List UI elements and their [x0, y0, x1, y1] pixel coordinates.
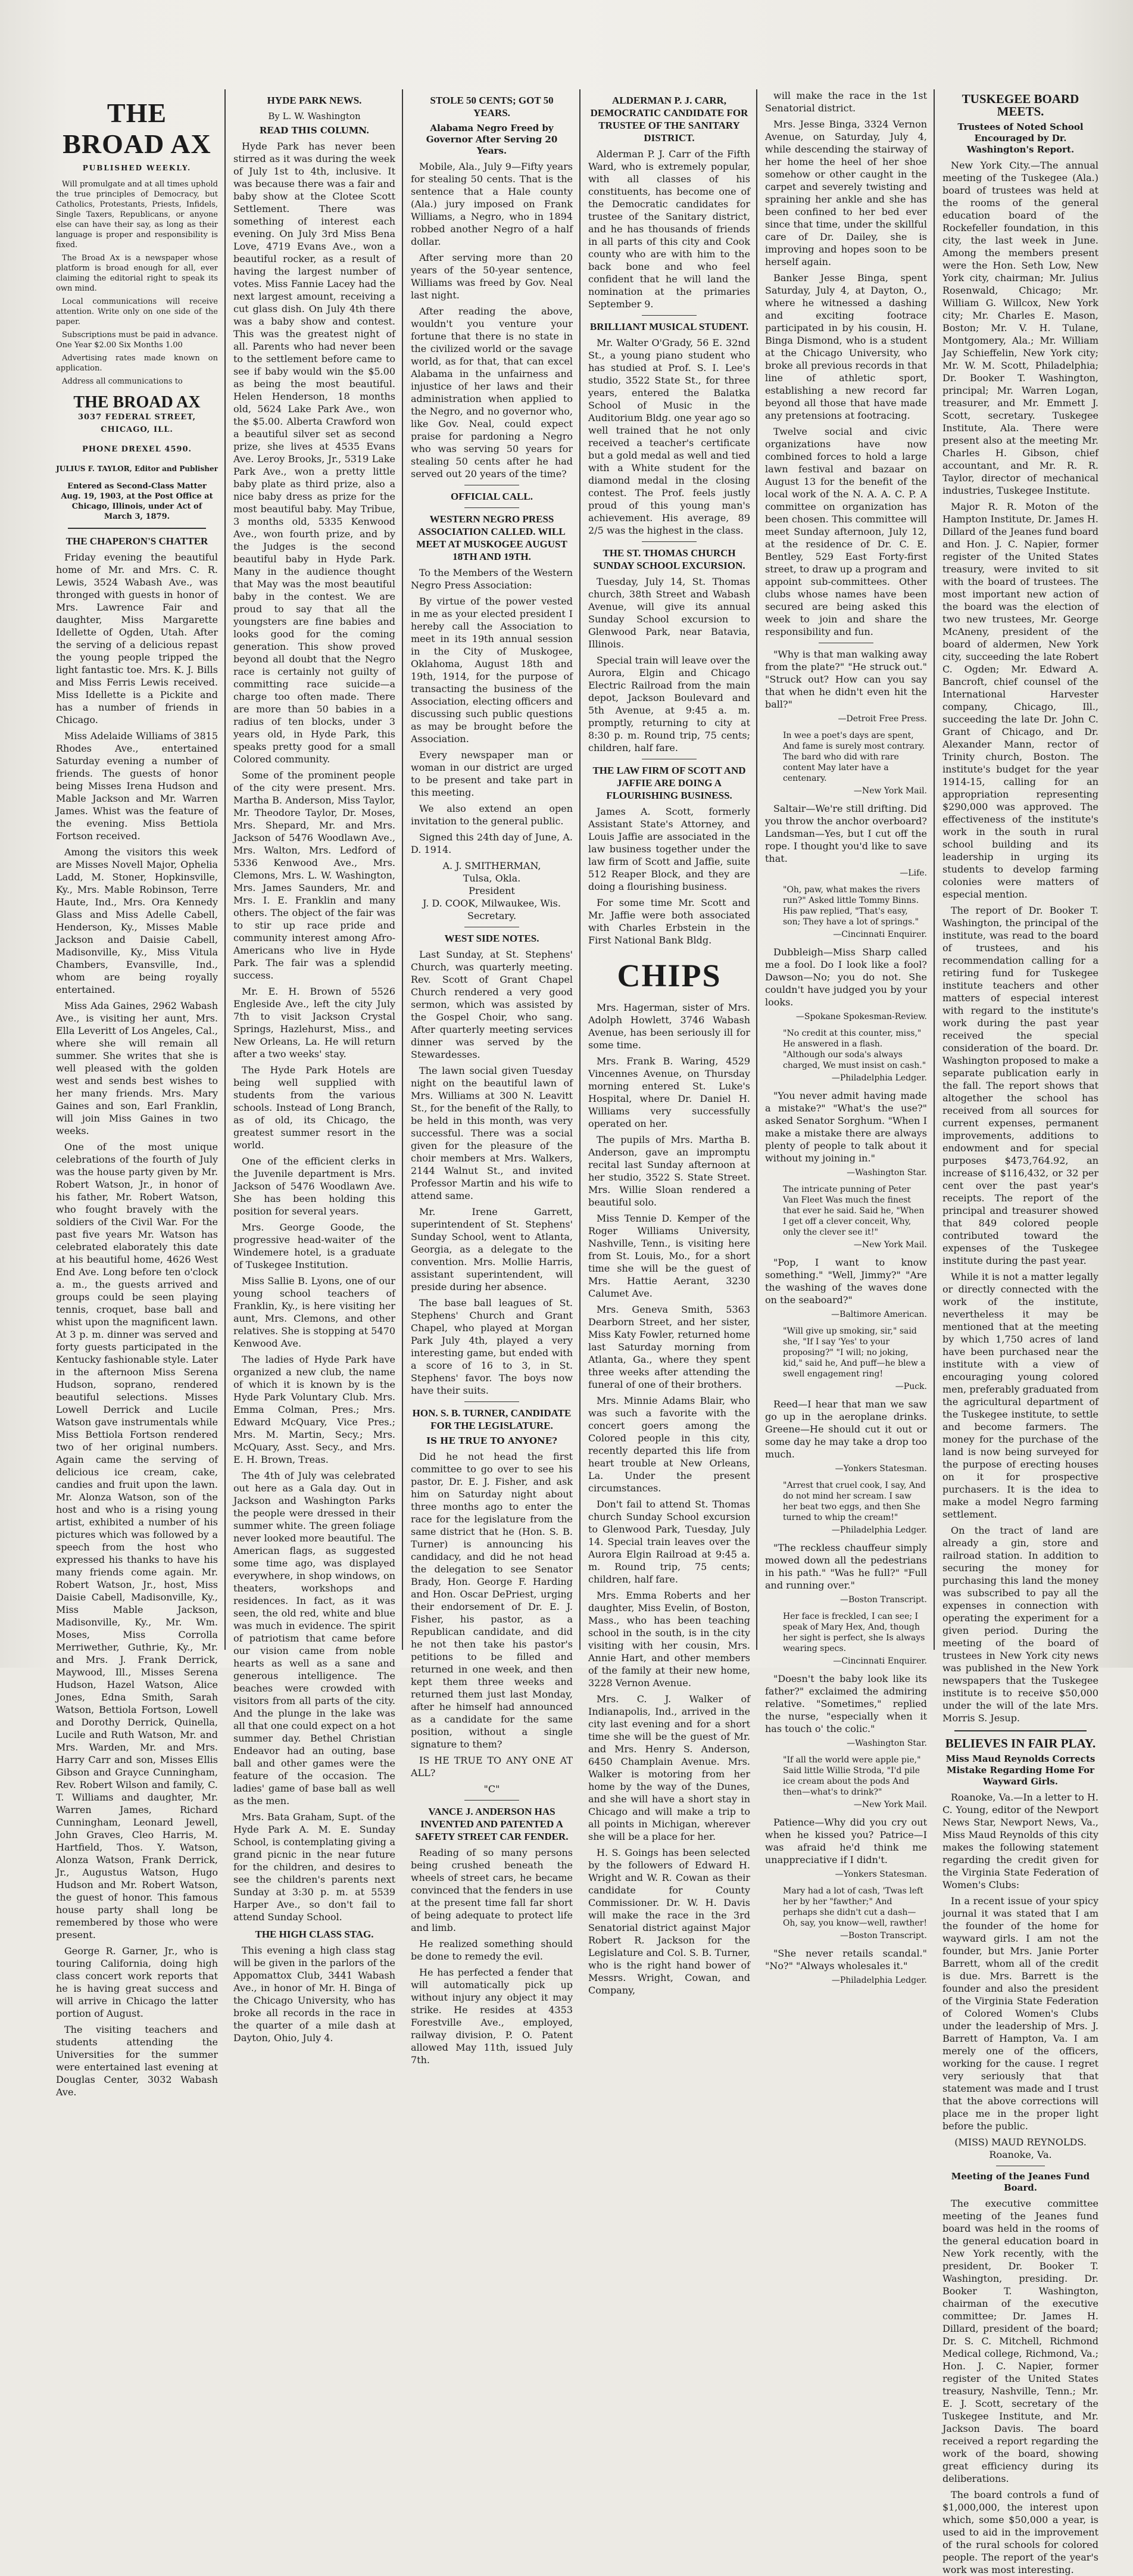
article-paragraph: Friday evening the beautiful home of Mr. and Mrs. C. R. Lewis, 3524 Wabash Ave., was thronged with guests in honor of Mrs. Lawrence Fair and daughter, Miss Margarette Idellette of Ogden, Utah. After the serving of a delicious repast the young people tripped the light fantastic toe. Mrs. K. J. Bills and Miss Ferris Lewis received. Miss Idellette is a Pickite and has a number of friends in Chicago.: [56, 552, 218, 725]
verse: Her face is freckled, I can see; I speak of Mary Hex, And, though her sight is perfect, she Is always wearing specs.: [783, 1612, 925, 1653]
article-headline: WESTERN NEGRO PRESS ASSOCIATION CALLED. WILL MEET AT MUSKOGEE AUGUST 18TH AND 19TH.: [416, 513, 567, 562]
joke-attribution: —Yonkers Statesman.: [835, 1870, 927, 1879]
article-paragraph: Mrs. Geneva Smith, 5363 Dearborn Street, and her sister, Miss Katy Fowler, returned home last Saturday morning from Atlanta, Ga., where they spent three weeks after attending the funeral of one of their brothers.: [588, 1304, 750, 1390]
column-3: [411, 89, 573, 2066]
article-paragraph: Mrs. George Goode, the progressive head-waiter of the Windemere hotel, is a graduate of Tuskegee Institution.: [233, 1222, 395, 1270]
article-headline: THE LAW FIRM OF SCOTT AND JAFFIE ARE DOING A FLOURISHING BUSINESS.: [592, 765, 746, 801]
masthead-subscriptions: Subscriptions must be paid in advance. One Year $2.00 Six Months 1.00: [56, 331, 218, 350]
article-subhead: IS HE TRUE TO ANYONE?: [426, 1435, 557, 1446]
verse: "No credit at this counter, miss," He answered in a flash. "Although our soda's always charged, We must insist on cash.": [783, 1029, 926, 1070]
joke-attribution: —Puck.: [895, 1382, 927, 1391]
article-paragraph: Did he not head the first committee to go over to see his pastor, Dr. E. J. Fisher, and ask him on Saturday night about three months ago to enter the race for the legislature from the same district that he (Hon. S. B. Turner) is announcing his candidacy, and did he not head the delegation to see Senator Brady, Hon. George F. Harding and Hon. Oscar DePriest, urging their endorsement of Dr. E. J. Fisher, his pastor, as a Republican candidate, and did he not then take his pastor's petitions to be filled and returned in one week, and then kept them three weeks and returned them just last Monday, after he himself had announced as a candidate for the same position, without a single signature to them?: [411, 1451, 573, 1750]
article-paragraph: Mrs. Minnie Adams Blair, who was such a favorite with the concert goers among the Colored people in this city, recently departed this life from heart trouble at New Orleans, La. Under the present circumstances.: [588, 1395, 750, 1494]
article-paragraph: Mrs. Bata Graham, Supt. of the Hyde Park A. M. E. Sunday School, is contemplating giving a grand picnic in the near future for the children, and desires to see the children's parents next Sunday at 3:30 p. m. at 5539 Harper Ave., so don't fail to attend Sunday School.: [233, 1811, 395, 1923]
joke: "Pop, I want to know something." "Well, Jimmy?" "Are the washing of the waves done on the seaboard?": [765, 1257, 927, 1306]
divider: [642, 315, 697, 316]
article-paragraph: Signed this 24th day of June, A. D. 1914.: [411, 831, 573, 855]
masthead-communications: Local communications will receive attention. Write only on one side of the paper.: [56, 297, 218, 326]
verse: Mary had a lot of cash, 'Twas left her by her "fawther;" And perhaps she didn't cut a dash— Oh, say, you know—well, rawther!: [783, 1886, 927, 1928]
article-paragraph: While it is not a matter legally or directly connected with the work of the institute, nevertheless it may be mentioned that at the meeting by which 1,750 acres of land have been purchased near the institute with a view of encouraging young colored men, preferably graduated from the agricultural department of the Tuskegee institute, to settle and become farmers. The money for the purchase of the land is now being surveyed for the purpose of erecting houses on it for prospective purchasers. It is the idea to make a model Negro farming settlement.: [942, 1271, 1098, 1520]
verse: In wee a poet's days are spent, And fame is surely most contrary. The bard who did with rare content May later have a centenary.: [783, 731, 925, 783]
article-paragraph: Alderman P. J. Carr of the Fifth Ward, who is extremely popular, with all classes of his constituents, has become one of the Democratic candidates for trustee of the Sanitary district, and he has thousands of friends in all parts of this city and Cook county who are with him to the back bone and who feel confident that he will land the nomination at the primaries September 9.: [588, 148, 750, 310]
article-paragraph: will make the race in the 1st Senatorial district.: [765, 90, 927, 114]
article-paragraph: This evening a high class stag will be given in the parlors of the Appomattox Club, 3441 Wabash Ave., in honor of Mr. H. Binga of the Chicago University, who has broke all records in the race in the quarter of a mile dash at Dayton, Ohio, July 4.: [233, 1945, 395, 2044]
joke: "She never retails scandal." "No?" "Always wholesales it.": [765, 1948, 927, 1971]
divider: [68, 528, 206, 529]
divider: [642, 541, 697, 542]
divider: [464, 507, 519, 508]
article-paragraph: For some time Mr. Scott and Mr. Jaffie were both associated with Charles Erbstein in the First National Bank Bldg.: [588, 897, 750, 946]
article-paragraph: Banker Jesse Binga, spent Saturday, July 4, at Dayton, O., where he witnessed a dashing and exciting footrace participated in by his cousin, H. Binga Dismond, who is a student at the Chicago University, who broke all previous records in that line of athletic sport, establishing a new record far beyond all those that have made any pretensions at footracing.: [765, 272, 927, 421]
article-headline: OFFICIAL CALL.: [451, 491, 533, 502]
signature-line: Roanoke, Va.: [989, 2149, 1052, 2160]
joke-attribution: —Life.: [900, 868, 927, 878]
article-paragraph: Mr. Walter O'Grady, 56 E. 32nd St., a young piano student who has studied at Prof. S. I. Lee's studio, 3522 State St., for three years, entered the Balatka School of Music in the Auditorium Bldg. one year ago so well trained that he not only received a teacher's certificate but a gold medal as well and tied with a White student for the diamond medal in the closing contest. The Prof. feels justly proud of this young man's achievement. His average, 89 2/5 was the highest in the class.: [588, 337, 750, 536]
article-paragraph: After serving more than 20 years of the 50-year sentence, Williams was freed by Gov. Neal last night.: [411, 252, 573, 301]
article-headline: TUSKEGEE BOARD MEETS.: [962, 92, 1079, 119]
divider: [464, 1800, 519, 1801]
article-paragraph: Miss Ada Gaines, 2962 Wabash Ave., is visiting her aunt, Mrs. Ella Leveritt of Los Angeles, Cal., where she will remain all summer. She writes that she is well pleased with the golden west and sends best wishes to her many friends. Mrs. Mary Gaines and son, Earl Franklin, will join Miss Gaines in two weeks.: [56, 1000, 218, 1136]
article-paragraph: The ladies of Hyde Park have organized a new club, the name of which it is known by is the Hyde Park Voluntary Club. Mrs. Emma Colman, Pres.; Mrs. Edward McQuary, Vice Pres.; Mrs. M. Martin, Secy.; Mrs. McQuary, Asst. Secy., and Mrs. E. H. Brown, Treas.: [233, 1354, 395, 1465]
joke-attribution: —Philadelphia Ledger.: [831, 1073, 927, 1083]
masthead-advertising: Advertising rates made known on application.: [56, 354, 218, 373]
column-rule: [402, 89, 403, 1650]
column-4: [588, 89, 750, 1996]
divider: [464, 1401, 519, 1402]
article-paragraph: Mr. E. H. Brown of 5526 Engleside Ave., left the city July 7th to visit Jackson Crystal Springs, Hazlehurst, Miss., and New Orleans, La. He will return after a two weeks' stay.: [233, 986, 395, 1060]
article-subhead: Meeting of the Jeanes Fund Board.: [951, 2171, 1090, 2193]
article-paragraph: Hyde Park has never been stirred as it was during the week of July 1st to 4th, inclusive. It was because there was a fair and baby show at the Clotee Scott Settlement. There was something of interest each evening. On July 3rd Miss Bena Love, 4719 Evans Ave., won a beautiful rocker, as a result of having the largest number of votes. Miss Fannie Lacey had the next largest amount, receiving a cut glass dish. On July 4th there was a baby show and contest. This was the greatest night of all. Parents who had never been to the settlement before came to see if baby would win the $5.00 as being the most beautiful. Helen Henderson, 18 months old, 5624 Lake Park Ave., won the $5.00. Alberta Crawford won a beautiful silver set as second prize, she lives at 4535 Evans Ave. Leroy Brooks, Jr., 5319 Lake Park Ave., won a pretty little baby plate as third prize, also a nice baby dress as prize for the most beautiful baby. May Tribue, 3 months old, 5335 Kenwood Ave., won fourth prize, and by the Judges is the second beautiful baby in Hyde Park. Many in the audience thought that May was the most beautiful baby in the contest. We are proud to say that all the youngsters are fine babies and looks good for the coming generation. This show proved beyond all doubt that the Negro race is certainly not guilty of committing race suicide—a charge too often made. There are more than 50 babies in a radius of ten blocks, under 3 years old, in Hyde Park, this speaks pretty good for a small Colored community.: [233, 141, 395, 765]
article-paragraph: One of the most unique celebrations of the fourth of July was the house party given by Mr. Robert Watson, Jr., in honor of his father, Mr. Robert Watson, who fought bravely with the soldiers of the Civil War. For the past five years Mr. Watson has celebrated elaborately this date at his beautiful home, 4626 West End Ave. Long before ten o'clock a. m., the guests arrived and groups could be seen playing tennis, croquet, base ball and whist upon the magnificent lawn. At 3 p. m. dinner was served and forty guests participated in the Kentucky fashionable style. Later in the afternoon Miss Serena Hudson, soprano, rendered beautiful selections. Misses Lowell Derrick and Lucile Watson gave instrumentals while Miss Bettiola Fortson rendered two of her original numbers. Again came the serving of delicious ice cream, cake, candies and fruit upon the lawn. Mr. Alonza Watson, son of the host and who is a rising young artist, exhibited a number of his pictures which was followed by a speech from the host who expressed his thanks to have his many friends come again. Mr. Robert Watson, Jr., host, Miss Daisie Cabell, Madisonville, Ky., Miss Mable Jackson, Madisonville, Ky., Mr. Wm. Moses, Miss Corrolla Merriwether, Guthrie, Ky., Mr. and Mrs. J. Frank Derrick, Maywood, Ill., Misses Serena Hudson, Hazel Watson, Alice Jones, Edna Smith, Sarah Watson, Bettiola Fortson, Lowell and Dorothy Derrick, Quinella, Lucile and Ruth Watson, Mr. and Mrs. Warden, Mr. and Mrs. Harry Carr and son, Misses Ellis Gibson and Grayce Cunningham, Rev. Robert Wilson and family, C. T. Williams and daughter, Mr. Warren James, Richard Cunningham, Leonard Jewell, John Graves, Cleo Harris, M. Hartfield, Thos. Y. Watson, Alonza Watson, Frank Derrick, Jr., Augustus Watson, Hugo Hudson and Mr. Robert Watson, the guest of honor. This famous house party shall long be remembered by those who were present.: [56, 1141, 218, 1940]
article-paragraph: Tuesday, July 14, St. Thomas church, 38th Street and Wabash Avenue, will give its annual Sunday School excursion to Glenwood Park, near Batavia, Illinois.: [588, 576, 750, 650]
masthead-title: THE BROAD AX: [63, 98, 211, 159]
article-paragraph: The 4th of July was celebrated out here as a Gala day. Out in Jackson and Washington Parks the people were dressed in their summer white. The green foliage never looked more beautiful. The American flags, as suggested some time ago, was displayed everywhere, in shop windows, on theaters, workshops and residences. In fact, as it was seen, the old red, white and blue was much in evidence. The spirit of patriotism that came before our vision came from noble hearts as well as a sane and generous intelligence. The beaches were crowded with visitors from all parts of the city. And the plunge in the lake was all that one could expect on a hot summer day. Bethel Christian Endeavor had an outing, base ball and other games were the feature of the occasion. The ladies' game of base ball as well as the men.: [233, 1470, 395, 1806]
column-1: [56, 89, 218, 2098]
joke-attribution: —Yonkers Statesman.: [835, 1464, 927, 1474]
signature-line: Secretary.: [467, 910, 517, 921]
article-paragraph: Every newspaper man or woman in our district are urged to be present and take part in this meeting.: [411, 749, 573, 798]
joke-attribution: —New York Mail.: [853, 1800, 927, 1809]
article-headline: ALDERMAN P. J. CARR, DEMOCRATIC CANDIDATE FOR TRUSTEE OF THE SANITARY DISTRICT.: [590, 95, 748, 144]
article-paragraph: Some of the prominent people of the city were present. Mrs. Martha B. Anderson, Miss Taylor, Mr. Theodore Taylor, Dr. Moses, Mrs. Shepard, Mr. and Mrs. Jackson of 5476 Woodlawn Ave., Mrs. Walton, Mrs. Ledford of 5336 Kenwood Ave., Mrs. Clemons, Mrs. L. W. Washington, Mrs. James Saunders, Mr. and Mrs. I. E. Franklin and many others. The object of the fair was to stir up race pride and community interest among Afro-Americans who live in Hyde Park. The fair was a splendid success.: [233, 770, 395, 981]
article-paragraph: H. S. Goings has been selected by the followers of Edward H. Wright and W. R. Cowan as their candidate for County Commissioner. Dr. W. H. Davis will make the race in the 3rd Senatorial district against Major Robert R. Jackson for the Legislature and Col. S. B. Turner, who is the right hand bower of Messrs. Wright, Cowan, and Company,: [588, 1847, 750, 1996]
article-paragraph: The report of Dr. Booker T. Washington, the principal of the institute, was read to the board of trustees, and his recommendation calling for a retiring fund for Tuskegee institute teachers and other matters of especial interest with regard to the institute's work during the past year received the special consideration of the board. Dr. Washington proposed to make a separate publication early in the fall. The report shows that altogether the school has received from all sources for current expenses, permanent improvements, additions to endowment and for special purposes $473,764.92, an increase of $116,432, or 32 per cent over the past year's receipts. The report of the principal and treasurer showed that 849 colored people contributed toward the expenses of the Tuskegee institute during the past year.: [942, 905, 1098, 1266]
article-paragraph: James A. Scott, formerly Assistant State's Attorney, and Louis Jaffie are associated in the law business together under the law firm of Scott and Jaffie, suite 512 Reaper Block, and they are doing a flourishing business.: [588, 806, 750, 892]
article-headline: VANCE J. ANDERSON HAS INVENTED AND PATENTED A SAFETY STREET CAR FENDER.: [415, 1806, 569, 1842]
signature-line: A. J. SMITHERMAN,: [442, 860, 541, 871]
column-rule: [579, 89, 580, 1650]
joke-attribution: —Cincinnati Enquirer.: [833, 1656, 927, 1666]
article-headline: BELIEVES IN FAIR PLAY.: [945, 1736, 1096, 1750]
article-headline: WEST SIDE NOTES.: [444, 933, 539, 944]
article-paragraph: Last Sunday, at St. Stephens' Church, was quarterly meeting. Rev. Scott of Grant Chapel Church rendered a very good sermon, which was assisted by the Gospel Choir, who sang. After quarterly meeting services dinner was served by the Stewardesses.: [411, 949, 573, 1060]
publisher-phone: PHONE DREXEL 4590.: [82, 445, 192, 454]
article-paragraph: One of the efficient clerks in the Juvenile department is Mrs. Jackson of 5476 Woodlawn Ave. She has been holding this position for several years.: [233, 1155, 395, 1217]
joke: Saltair—We're still drifting. Did you throw the anchor overboard? Landsman—Yes, but I cut off the rope. I thought you'd like to save that.: [765, 803, 927, 864]
joke-attribution: —Boston Transcript.: [839, 1595, 927, 1605]
joke-attribution: —Washington Star.: [847, 1168, 927, 1178]
signature-line: (MISS) MAUD REYNOLDS.: [954, 2136, 1087, 2148]
article-paragraph: Mrs. Jesse Binga, 3324 Vernon Avenue, on Saturday, July 4, while descending the stairway of her home the heel of her shoe somehow or other caught in the carpet and severely twisting and spraining her ankle and she has been confined to her bed ever since that time, under the skillful care of Dr. Dailey, she is improving and hopes soon to be herself again.: [765, 119, 927, 267]
article-paragraph: Mrs. Emma Roberts and her daughter, Miss Evelin, of Boston, Mass., who has been teaching school in the south, is in the city visiting with her cousin, Mrs. Annie Hart, and other members of the family at their new home, 3228 Vernon Avenue.: [588, 1590, 750, 1689]
article-paragraph: The executive committee meeting of the Jeanes fund board was held in the rooms of the general education board in New York recently, with the president, Dr. Booker T. Washington, presiding. Dr. Booker T. Washington, chairman of the executive committee; Dr. James H. Dillard, president of the board; Dr. S. C. Mitchell, Richmond Medical college, Richmond, Va.; Hon. J. C. Napier, former register of the United States treasury, Nashville, Tenn.; Mr. E. J. Scott, secretary of the Tuskegee Institute, and Mr. Jackson Davis. The board received a report regarding the work of the board, showing great efficiency during its deliberations.: [942, 2198, 1098, 2484]
signature-line: "C": [483, 1783, 500, 1795]
verse: "Oh, paw, what makes the rivers run?" Asked little Tommy Binns. His paw replied, "That's easy, son; They have a lot of springs.": [783, 885, 920, 927]
joke: "The reckless chauffeur simply mowed down all the pedestrians in his path." "Was he full?" "Full and running over.": [765, 1542, 927, 1591]
article-paragraph: The base ball leagues of St. Stephens' Church and Grant Chapel, who played at Morgan Park July 4th, played a very interesting game, but ended with a score of 16 to 3, in St. Stephens' favor. The boys now have their suits.: [411, 1297, 573, 1396]
article-paragraph: He has perfected a fender that will automatically pick up without injury any object it may strike. He resides at 4353 Forestville Ave., employed, railway division, P. O. Patent allowed May 11th, issued July 7th.: [411, 1967, 573, 2066]
article-paragraph: We also extend an open invitation to the general public.: [411, 803, 573, 827]
masthead-frequency: PUBLISHED WEEKLY.: [82, 164, 192, 172]
article-paragraph: Roanoke, Va.—In a letter to H. C. Young, editor of the Newport News Star, Newport News, Va., Miss Maud Reynolds of this city makes the following statement regarding the credit given for the Virginia State Federation of Women's Clubs:: [942, 1792, 1098, 1890]
article-paragraph: Mobile, Ala., July 9—Fifty years for stealing 50 cents. That is the sentence that a Hale county (Ala.) jury imposed on Frank Williams, a Negro, who in 1894 robbed another Negro of a half dollar.: [411, 161, 573, 247]
article-paragraph: By virtue of the power vested in me as your elected president I hereby call the Association to meet in its 19th annual session in the City of Muskogee, Oklahoma, August 18th and 19th, 1914, for the purpose of transacting the business of the Association, electing officers and discussing such public questions as may be brought before the Association.: [411, 596, 573, 745]
article-paragraph: On the tract of land are already a gin, store and railroad station. In addition to securing the money for purchasing this land the money was subscribed to pay all the expenses in connection with operating the experiment for a given period. During the meeting of the board of trustees in New York city news was published in the New York newspapers that the Tuskegee institute is to receive $50,000 under the will of the late Mrs. Morris S. Jesup.: [942, 1525, 1098, 1724]
column-2: [233, 89, 395, 2044]
verse: The intricate punning of Peter Van Fleet Was much the finest that ever he said. Said he, "When I get off a clever conceit, Why, only the clever see it!": [783, 1185, 925, 1237]
publisher-editor: JULIUS F. TAYLOR, Editor and Publisher: [56, 465, 218, 473]
joke-attribution: —Spokane Spokesman-Review.: [795, 1012, 927, 1021]
article-paragraph: He realized something should be done to remedy the evil.: [411, 1938, 573, 1962]
article-paragraph: Major R. R. Moton of the Hampton Institute, Dr. James H. Dillard of the Jeanes fund board and Hon. J. C. Napier, former register of the United States treasury, were invited to sit with the board of trustees. The most important new action of the board was the election of two new trustees, Mr. George McAneny, president of the board of aldermen, New York city, succeeding the late Robert C. Ogden; Mr. Edward A. Bancroft, chief counsel of the International Harvester company, Chicago, Ill., succeeding the late Dr. John C. Grant of Chicago, and Dr. Alexander Mann, rector of Trinity church, Boston. The institute's budget for the year 1914-15, calling for an appropriation representing $290,000 was approved. The effectiveness of the institute's work in the south in rural school building and its leadership in urging its students to develop farming colonies were matters of especial mention.: [942, 501, 1098, 900]
article-paragraph: Miss Tennie D. Kemper of the Roger Williams University, Nashville, Tenn., is visiting here from St. Louis, Mo., for a short time she will be the guest of Mrs. Hattie Aerant, 3230 Calumet Ave.: [588, 1213, 750, 1299]
column-6: [942, 89, 1098, 2575]
verse: "Arrest that cruel cook, I say, And do not mind her scream. I saw her beat two eggs, and then She turned to whip the cream!": [783, 1481, 926, 1522]
article-paragraph: The Hyde Park Hotels are being well supplied with students from the various schools. Instead of Long Branch, as of old, its Chicago, the greatest summer resort in the world.: [233, 1064, 395, 1151]
article-paragraph: Twelve social and civic organizations have now combined forces to hold a large lawn festival and bazaar on August 13 for the benefit of the local work of the N. A. A. C. P. A committee on organization has been chosen. This committee will meet Sunday afternoon, July 12, at the residence of Dr. C. E. Bentley, 529 East Forty-first street, to draw up a program and appoint sub-committees. Other clubs whose names have been secured are being asked this week to join and share the responsibility and fun.: [765, 426, 927, 637]
article-paragraph: George R. Garner, Jr., who is touring California, doing high class concert work reports that he is having great success and will arrive in Chicago the latter portion of August.: [56, 1945, 218, 2019]
joke-attribution: —Detroit Free Press.: [838, 714, 927, 724]
joke-attribution: —Cincinnati Enquirer.: [833, 930, 927, 939]
article-headline: HYDE PARK NEWS.: [267, 95, 362, 106]
article-headline: THE CHAPERON'S CHATTER: [65, 535, 208, 547]
signature-line: J. D. COOK, Milwaukee, Wis.: [423, 898, 561, 909]
article-paragraph: Mrs. Frank B. Waring, 4529 Vincennes Avenue, on Thursday morning entered St. Luke's Hospital, where Dr. Daniel H. Williams very successfully operated on her.: [588, 1055, 750, 1129]
article-paragraph: The lawn social given Tuesday night on the beautiful lawn of Mrs. Williams at 300 N. Leavitt St., for the benefit of the Rally, to be held in this month, was very successful. There was a social given for the pleasure of the choir members at Mrs. Walkers, 2144 Walnut St., and invited Professor Martin and his wife to attend same.: [411, 1065, 573, 1201]
article-paragraph: The visiting teachers and students attending the Universities for the summer were entertained last evening at Douglas Center, 3032 Wabash Ave.: [56, 2024, 218, 2098]
signature-line: Tulsa, Okla.: [463, 873, 521, 884]
chips-section-title: CHIPS: [617, 958, 722, 993]
article-paragraph: The pupils of Mrs. Martha B. Anderson, gave an impromptu recital last Sunday afternoon at her studio, 3522 S. State Street. Mrs. Willie Sloan rendered a beautiful solo.: [588, 1134, 750, 1208]
publisher-address: 3037 FEDERAL STREET, CHICAGO, ILL.: [77, 413, 196, 434]
article-paragraph: Don't fail to attend St. Thomas church Sunday School excursion to Glenwood Park, Tuesday, July 14. Special train leaves over the Aurora Elgin Railroad at 9:45 a. m. Round trip, 75 cents; children, half fare.: [588, 1499, 750, 1585]
article-paragraph: Mr. Irene Garrett, superintendent of St. Stephens' Sunday School, went to Atlanta, Georgia, as a delegate to the convention. Mrs. Mollie Harris, assistant superintendent, will preside during her absence.: [411, 1206, 573, 1292]
article-paragraph: IS HE TRUE TO ANY ONE AT ALL?: [411, 1755, 573, 1778]
article-subhead: READ THIS COLUMN.: [259, 125, 370, 136]
article-paragraph: In a recent issue of your spicy journal it was stated that I am the founder of the home for wayward girls. I am not the founder, but Mrs. Janie Porter Barrett, whom all of the credit is due. Mrs. Barrett is the founder and also the president of the Virginia State Federation of Colored Women's Clubs under the leadership of Mrs. J. Barrett of Hampton, Va. I am merely one of the officers, working for the cause. I regret very seriously that that statement was made and I trust that the above corrections will place me in the proper light before the public.: [942, 1895, 1098, 2132]
column-rule: [934, 89, 935, 1650]
masthead-notes: [56, 179, 218, 387]
joke: Patience—Why did you cry out when he kissed you? Patrice—I was afraid he'd think me unappreciative if I didn't.: [765, 1817, 927, 1865]
article-headline: THE HIGH CLASS STAG.: [255, 1929, 374, 1940]
article-subhead: Alabama Negro Freed by Governor After Serving 20 Years.: [426, 123, 558, 156]
joke-attribution: —New York Mail.: [853, 786, 927, 796]
joke: "Why is that man walking away from the plate?" "He struck out." "Struck out? How can you say that when he didn't even hit the ball?": [765, 649, 927, 710]
article-paragraph: Mrs. C. J. Walker of Indianapolis, Ind., arrived in the city last evening and for a short time she will be the guest of Mr. and Mrs. Henry S. Anderson, 6450 Champlain Avenue. Mrs. Walker is motoring from her home by the way of the Dunes, and she will have a short stay in Chicago and will make a trip to all points in Michigan, wherever she will be a place for her.: [588, 1693, 750, 1842]
entered-notice: Entered as Second-Class Matter Aug. 19, 1903, at the Post Office at Chicago, Illinois, under Act of March 3, 1879.: [61, 482, 213, 521]
article-paragraph: Among the visitors this week are Misses Novell Major, Ophelia Ladd, M. Stoner, Hopkinsville, Ky., Mrs. Mable Robinson, Terre Haute, Ind., Mrs. Ora Kennedy Glass and Miss Adelle Cabell, Henderson, Ky., Misses Mable Jackson and Daisie Cabell, Madisonville, Ky., Miss Vitula Chambers, Evansville, Ind., whom are being royally entertained.: [56, 846, 218, 995]
joke-attribution: —Philadelphia Ledger.: [831, 1976, 927, 1985]
article-paragraph: Special train will leave over the Aurora, Elgin and Chicago Electric Railroad from the main depot, Jackson Boulevard and 5th Avenue, at 9:45 a. m. promptly, returning to city at 8:30 p. m. Round trip, 75 cents; children, half fare.: [588, 655, 750, 753]
joke: "You never admit having made a mistake?" "What's the use?" asked Senator Sorghum. "When I make a mistake there are always plenty of people to talk about it without my joining in.": [765, 1090, 927, 1164]
article-headline: THE ST. THOMAS CHURCH SUNDAY SCHOOL EXCURSION.: [593, 547, 745, 571]
joke-attribution: —Boston Transcript.: [839, 1931, 927, 1940]
article-subhead: Trustees of Noted School Encouraged by Dr. Washington's Report.: [957, 122, 1084, 155]
article-subhead: Miss Maud Reynolds Corrects Mistake Regarding Home For Wayward Girls.: [945, 1753, 1095, 1787]
joke-attribution: —Philadelphia Ledger.: [831, 1525, 927, 1535]
column-rule: [756, 89, 757, 1650]
masthead-platform: The Broad Ax is a newspaper whose platform is broad enough for all, ever claiming the editorial right to speak its own mind.: [56, 254, 218, 293]
joke: Dubbleigh—Miss Sharp called me a fool. Do I look like a fool? Dawson—No; you do not. She couldn't have judged you by your looks.: [765, 946, 927, 1008]
divider: [954, 1730, 1087, 1731]
joke-attribution: —Baltimore American.: [831, 1310, 927, 1319]
joke-attribution: —New York Mail.: [853, 1240, 927, 1250]
article-paragraph: Mrs. Hagerman, sister of Mrs. Adolph Howlett, 3746 Wabash Avenue, has been seriously ill for some time.: [588, 1002, 750, 1051]
publisher-name: THE BROAD AX: [73, 393, 201, 412]
joke-attribution: —Washington Star.: [847, 1739, 927, 1748]
article-headline: STOLE 50 CENTS; GOT 50 YEARS.: [430, 95, 554, 119]
article-paragraph: Reading of so many persons being crushed beneath the wheels of street cars, he became convinced that the fenders in use at the present time fall far short of being adequate to protect life and limb.: [411, 1847, 573, 1933]
verse: "Will give up smoking, sir," said she, "If I say 'Yes' to your proposing?" "I will; no joking, kid," said he, And puff—he blew a swell engagement ring!: [783, 1326, 926, 1379]
column-5: [765, 89, 927, 1985]
verse: "If all the world were apple pie," Said little Willie Stroda, "I'd pile ice cream about the pods And then—what's to drink?": [783, 1755, 921, 1797]
masthead-policy: Will promulgate and at all times uphold the true principles of Democracy, but Catholics, Protestants, Priests, Infidels, Single Taxers, Republicans, or anyone else can have their say, as long as their language is proper and responsibility is fixed.: [56, 180, 218, 250]
joke: "Doesn't the baby look like its father?" exclaimed the admiring relative. "Sometimes," replied the nurse, "especially when it has touch o' the colic.": [765, 1673, 927, 1734]
article-headline: HON. S. B. TURNER, CANDIDATE FOR THE LEGISLATURE.: [412, 1407, 572, 1431]
masthead-address-note: Address all communications to: [62, 377, 183, 386]
article-paragraph: The board controls a fund of $1,000,000, the interest upon which, some $50,000 a year, is used to aid in the improvement of the rural schools for colored people. The report of the year's work was most interesting.: [942, 2489, 1098, 2575]
article-paragraph: Miss Sallie B. Lyons, one of our young school teachers of Franklin, Ky., is here visiting her aunt, Mrs. Clemons, and other relatives. She is stopping at 5470 Kenwood Ave.: [233, 1275, 395, 1349]
article-headline: BRILLIANT MUSICAL STUDENT.: [589, 321, 749, 332]
column-rule: [224, 89, 226, 1650]
article-byline: By L. W. Washington: [268, 111, 361, 122]
article-paragraph: After reading the above, wouldn't you venture your fortune that there is no state in the civilized world or the savage world, as for that, that can excel Alabama in the unfairness and injustice of her laws and their administration when applied to the Negro, and no governor who, like Gov. Neal, could expect praise for pardoning a Negro who was serving 50 years for stealing 50 cents after he had served out 20 years of the time?: [411, 306, 573, 479]
article-paragraph: Miss Adelaide Williams of 3815 Rhodes Ave., entertained Saturday evening a number of friends. The guests of honor being Misses Irena Hudson and Mable Jackson and Mr. Warren James. Whist was the feature of the evening. Miss Bettiola Fortson received.: [56, 730, 218, 842]
article-paragraph: New York City.—The annual meeting of the Tuskegee (Ala.) board of trustees was held at the rooms of the general education board of the Rockefeller foundation, in this city, the last week in June. Among the members present were the Hon. Seth Low, New York city, chairman; Mr. Julius Rosenwald, Chicago; Mr. William G. Willcox, New York city; Mr. Charles E. Mason, Boston; Mr. V. H. Tulane, Montgomery, Ala.; Mr. William Jay Schieffelin, New York city; Mr. W. M. Scott, Philadelphia; Dr. Booker T. Washington, principal; Mr. Warren Logan, treasurer, and Mr. Emmett J. Scott, secretary. Tuskegee Institute, Ala. There were present also at the meeting Mr. Charles H. Gibson, chief accountant, and Mr. R. R. Taylor, director of mechanical industries, Tuskegee Institute.: [942, 160, 1098, 496]
signature-line: President: [469, 885, 515, 896]
joke: Reed—I hear that man we saw go up in the aeroplane drinks. Greene—He should cut it out or some day he may take a drop too much.: [765, 1398, 927, 1460]
article-paragraph: To the Members of the Western Negro Press Association:: [411, 567, 573, 591]
